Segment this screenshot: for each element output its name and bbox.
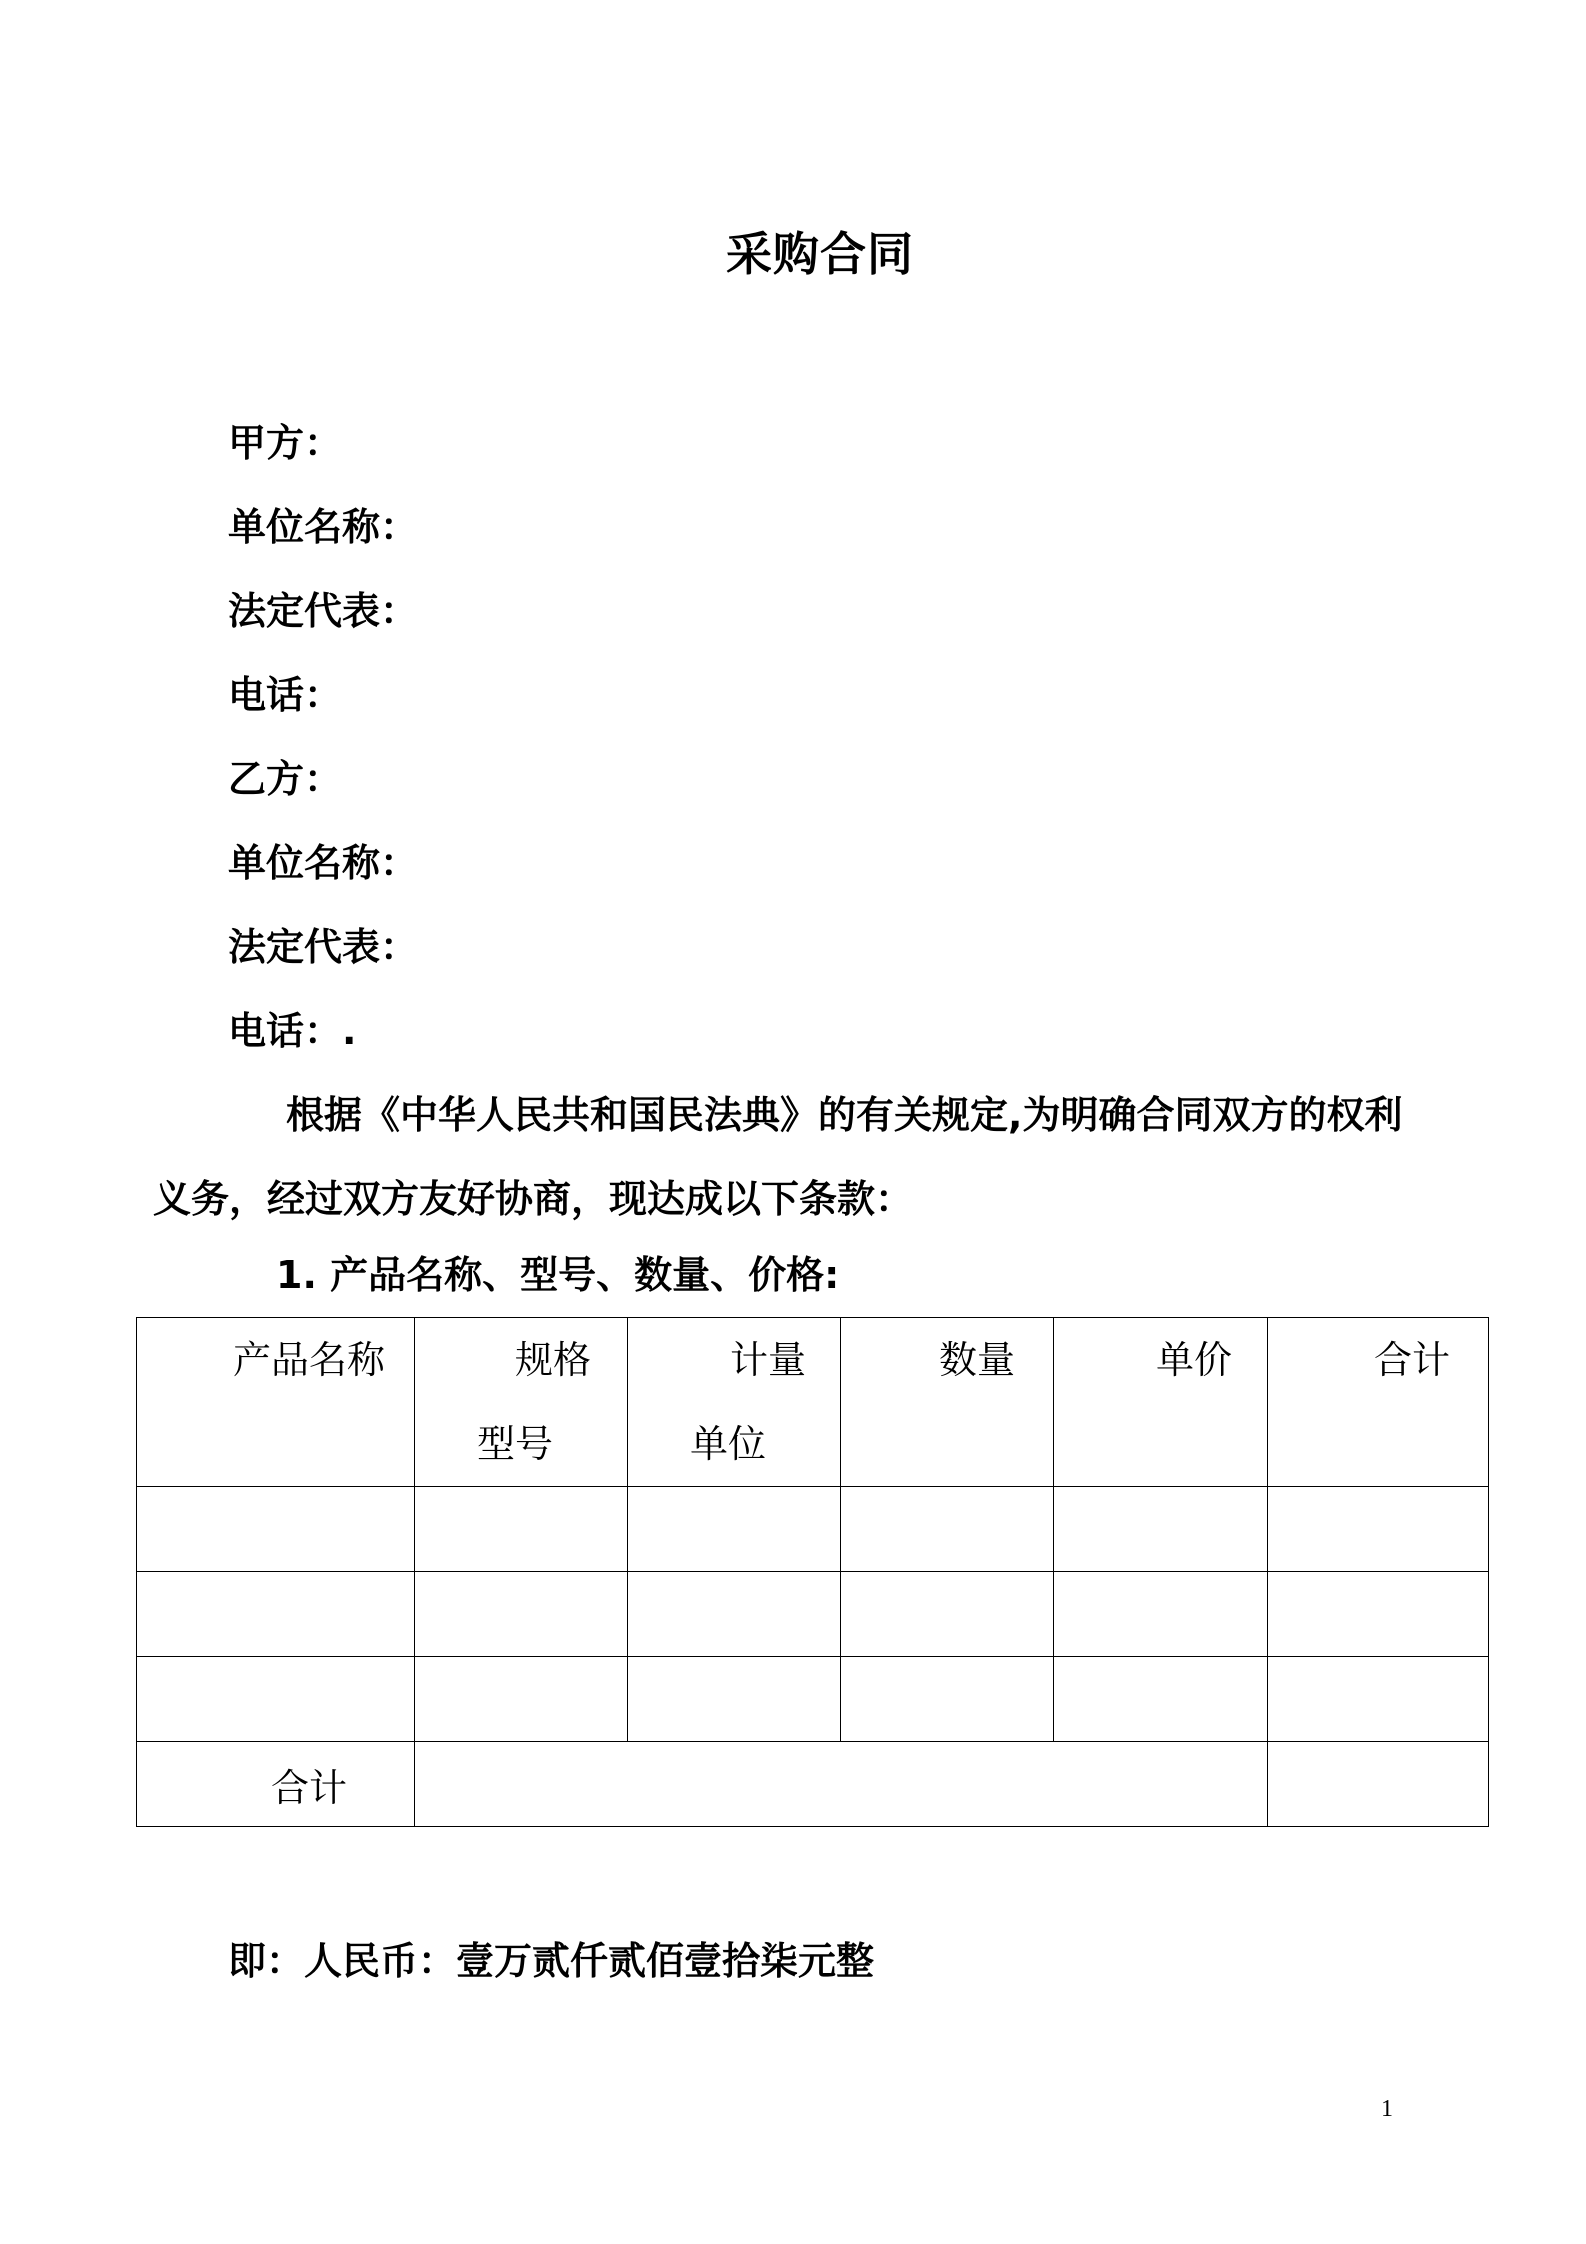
header-cell-quantity bbox=[841, 1318, 1054, 1487]
table-cell bbox=[628, 1657, 841, 1742]
table-cell bbox=[1268, 1657, 1489, 1742]
table-cell bbox=[137, 1487, 415, 1572]
intro-line-1: 根据《中华人民共和国民法典》的有关规定,为明确合同双方的权利 bbox=[286, 1093, 1403, 1137]
party-b-label: 乙方： bbox=[228, 757, 343, 801]
section-1-heading: 1. 产品名称、型号、数量、价格: bbox=[276, 1253, 840, 1297]
total-label: 合计 bbox=[271, 1765, 348, 1810]
header-quantity: 数量 bbox=[939, 1338, 1016, 1382]
table-cell bbox=[415, 1657, 628, 1742]
total-value-cell bbox=[1268, 1742, 1489, 1827]
table-header-row bbox=[137, 1318, 1489, 1487]
table-row bbox=[137, 1572, 1489, 1657]
table-cell bbox=[415, 1487, 628, 1572]
table-cell bbox=[1054, 1657, 1268, 1742]
page-title: 采购合同 bbox=[726, 227, 914, 281]
table-row bbox=[137, 1657, 1489, 1742]
party-b-legal-rep: 法定代表： bbox=[228, 925, 419, 969]
table-cell bbox=[841, 1657, 1054, 1742]
table-cell bbox=[1054, 1487, 1268, 1572]
table-cell bbox=[628, 1487, 841, 1572]
table-cell bbox=[628, 1572, 841, 1657]
party-b-unit-name: 单位名称： bbox=[228, 841, 419, 885]
header-unit-price: 单价 bbox=[1156, 1338, 1233, 1382]
total-label-cell bbox=[137, 1742, 415, 1827]
header-subtotal: 合计 bbox=[1374, 1338, 1451, 1382]
header-unit-line-2: 单位 bbox=[690, 1422, 767, 1466]
party-a-legal-rep: 法定代表： bbox=[228, 589, 419, 633]
table-total-row bbox=[137, 1742, 1489, 1827]
table-cell bbox=[137, 1572, 415, 1657]
header-spec-line-1: 规格 bbox=[515, 1338, 592, 1382]
page-number: 1 bbox=[1381, 2096, 1393, 2122]
intro-line-2: 义务，经过双方友好协商，现达成以下条款： bbox=[153, 1177, 914, 1221]
total-merged-cell bbox=[415, 1742, 1268, 1827]
header-cell-unit-price bbox=[1054, 1318, 1268, 1487]
table-cell bbox=[841, 1572, 1054, 1657]
header-product-name: 产品名称 bbox=[233, 1338, 386, 1382]
party-a-phone: 电话： bbox=[228, 673, 343, 717]
party-a-label: 甲方： bbox=[228, 421, 343, 465]
product-table bbox=[136, 1317, 1489, 1827]
table-cell bbox=[415, 1572, 628, 1657]
table-cell bbox=[841, 1487, 1054, 1572]
table-cell bbox=[1268, 1487, 1489, 1572]
header-cell-unit bbox=[628, 1318, 841, 1487]
header-cell-subtotal bbox=[1268, 1318, 1489, 1487]
header-spec-line-2: 型号 bbox=[477, 1422, 554, 1466]
header-unit-line-1: 计量 bbox=[730, 1338, 807, 1382]
party-b-phone: 电话：. bbox=[228, 1009, 357, 1053]
amount-in-words: 即：人民币：壹万贰仟贰佰壹拾柒元整 bbox=[228, 1939, 875, 1983]
table-cell bbox=[137, 1657, 415, 1742]
header-cell-spec bbox=[415, 1318, 628, 1487]
party-a-unit-name: 单位名称： bbox=[228, 505, 419, 549]
table-cell bbox=[1268, 1572, 1489, 1657]
header-cell-product-name bbox=[137, 1318, 415, 1487]
table-cell bbox=[1054, 1572, 1268, 1657]
table-row bbox=[137, 1487, 1489, 1572]
